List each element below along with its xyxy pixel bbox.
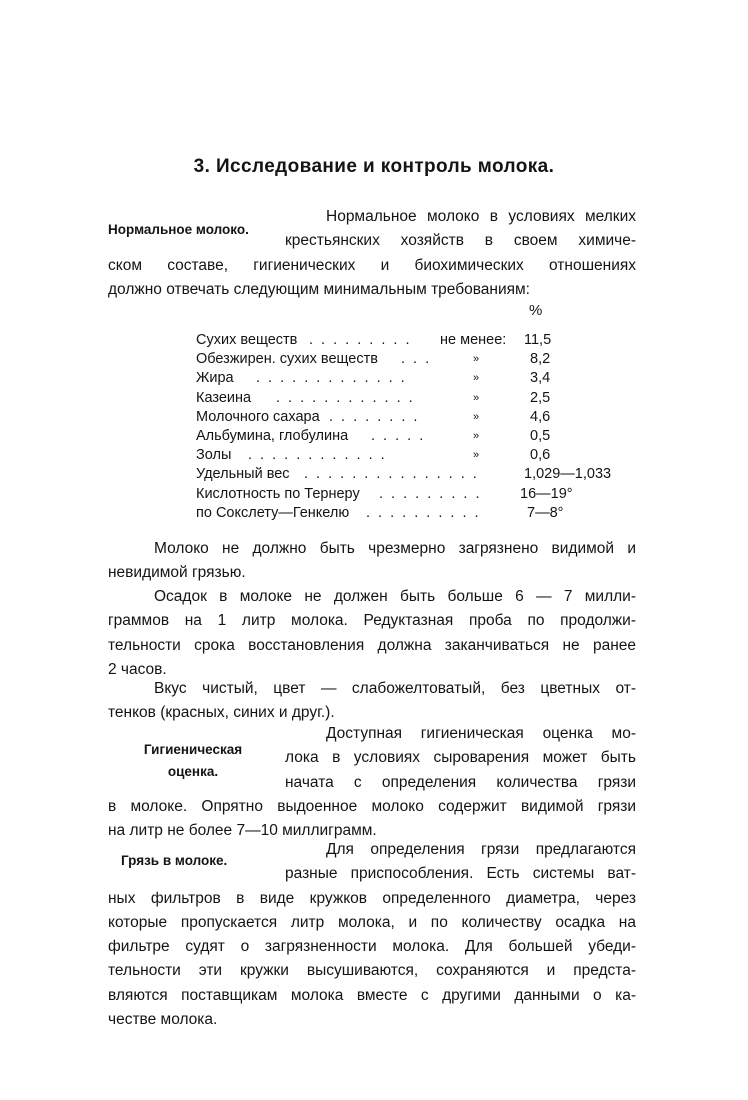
text-line: ском составе, гигиенических и биохимических отношениях: [108, 256, 636, 274]
row-name: Кислотность по Тернеру: [196, 485, 360, 502]
text-line: тельности срока восстановления должна заканчиваться не ранее: [108, 636, 636, 654]
text-line: Молоко не должно быть чрезмерно загрязнено видимой и: [154, 540, 636, 557]
text-line: на литр не более 7—10 миллиграмм.: [108, 822, 377, 840]
paragraph-taste: [108, 677, 636, 726]
text-line: ных фильтров в виде кружков определенного диаметра, через: [108, 889, 636, 907]
row-name: Удельный вес: [196, 466, 290, 483]
row-value: 16—19°: [520, 485, 573, 502]
text-line: фильтре судят о загрязненности молока. Для большей убеди-: [108, 938, 636, 956]
paragraph-dirt-in-milk: [108, 838, 636, 1032]
row-value: 4,6: [530, 408, 551, 425]
row-value: 3,4: [530, 370, 551, 387]
paragraph-contamination: [108, 537, 636, 586]
row-leader-dots: . . . . .: [371, 427, 426, 444]
row-name: Казеина: [196, 389, 252, 406]
row-ditto-mark: »: [473, 429, 480, 442]
paragraph-sediment: [108, 585, 636, 682]
text-line: лока в условиях сыроварения может быть: [285, 749, 636, 767]
row-name: Золы: [196, 447, 232, 464]
text-line: Осадок в молоке не должен быть больше 6 — 7 милли-: [154, 588, 636, 605]
table-row: [196, 331, 616, 350]
row-ditto-mark: »: [473, 372, 480, 385]
table-row: [196, 465, 616, 484]
row-name: Жира: [196, 370, 234, 387]
row-value: 8,2: [530, 351, 551, 368]
text-line: начата с определения количества грязи: [285, 773, 636, 791]
table-row: [196, 389, 616, 408]
text-line: невидимой грязью.: [108, 564, 246, 582]
row-value: 0,5: [530, 427, 551, 444]
text-line: Доступная гигиеническая оценка мо-: [326, 725, 636, 742]
text-line: должно отвечать следующим минимальным требованиям:: [108, 280, 530, 298]
table-row: [196, 408, 616, 427]
side-label-normal-milk: Нормальное молоко.: [108, 222, 249, 237]
row-value: 11,5: [524, 332, 552, 348]
row-value: 1,029—1,033: [524, 466, 612, 483]
section-heading: 3. Исследование и контроль молока.: [193, 156, 555, 177]
row-leader-dots: . . . . . . . . . . . . . . .: [304, 466, 479, 483]
row-name: Альбумина, глобулина: [196, 427, 349, 444]
text-line: Для определения грязи предлагаются: [326, 841, 636, 858]
text-line: тельности эти кружки высушиваются, сохраняются и предста-: [108, 962, 636, 980]
text-line: Вкус чистый, цвет — слабожелтоватый, без цветных от-: [154, 680, 636, 697]
row-ditto-mark: »: [473, 449, 480, 462]
text-line: Нормальное молоко в условиях мелких: [326, 208, 636, 225]
row-ditto-mark: »: [473, 410, 480, 423]
text-line: вляются поставщикам молока вместе с другими данными о ка-: [108, 986, 636, 1004]
percent-unit-label: %: [529, 302, 543, 319]
text-line: которые пропускается литр молока, и по количеству осадка на: [108, 913, 636, 931]
table-row: [196, 350, 616, 369]
row-ditto-mark: »: [473, 391, 480, 404]
requirements-table: [196, 331, 616, 523]
row-value: 2,5: [530, 389, 551, 406]
row-name: Обезжирен. сухих веществ: [196, 351, 378, 368]
row-leader-dots: . . . . . . . . .: [379, 485, 482, 502]
row-ditto-mark: »: [473, 353, 480, 366]
row-condition: не менее:: [440, 332, 507, 348]
table-row: [196, 369, 616, 388]
text-line: разные приспособления. Есть системы ват-: [285, 865, 636, 883]
table-row: [196, 446, 616, 465]
row-name: по Сокслету—Генкелю: [196, 504, 350, 521]
table-row: [196, 485, 616, 504]
paragraph-hygienic-evaluation: [108, 722, 636, 843]
table-row: [196, 504, 616, 523]
row-leader-dots: . . . . . . . . . . . .: [248, 447, 387, 464]
side-label-line: оценка.: [167, 764, 219, 779]
row-value: 7—8°: [527, 504, 564, 521]
row-name: Сухих веществ: [196, 332, 298, 348]
row-leader-dots: . . . . . . . . . . . .: [276, 389, 415, 406]
row-leader-dots: . . . . . . . . .: [309, 332, 412, 348]
text-line: граммов на 1 литр молока. Редуктазная проба по продолжи-: [108, 612, 636, 630]
paragraph-normal-milk: [108, 205, 636, 302]
row-value: 0,6: [530, 447, 551, 464]
row-leader-dots: . . . . . . . . . .: [366, 504, 481, 521]
text-line: в молоке. Опрятно выдоенное молоко содержит видимой грязи: [108, 797, 636, 815]
side-label-line: Гигиеническая: [143, 742, 243, 757]
row-leader-dots: . . .: [401, 351, 432, 368]
row-leader-dots: . . . . . . . . . . . . .: [256, 370, 407, 387]
text-line: крестьянских хозяйств в своем химиче-: [285, 232, 636, 250]
side-label-dirt-in-milk: Грязь в молоке.: [121, 853, 228, 868]
row-name: Молочного сахара: [196, 408, 320, 425]
row-leader-dots: . . . . . . . .: [329, 408, 420, 425]
table-row: [196, 427, 616, 446]
text-line: честве молока.: [108, 1011, 218, 1029]
text-line: 2 часов.: [108, 660, 167, 678]
text-line: тенков (красных, синих и друг.).: [108, 704, 335, 722]
